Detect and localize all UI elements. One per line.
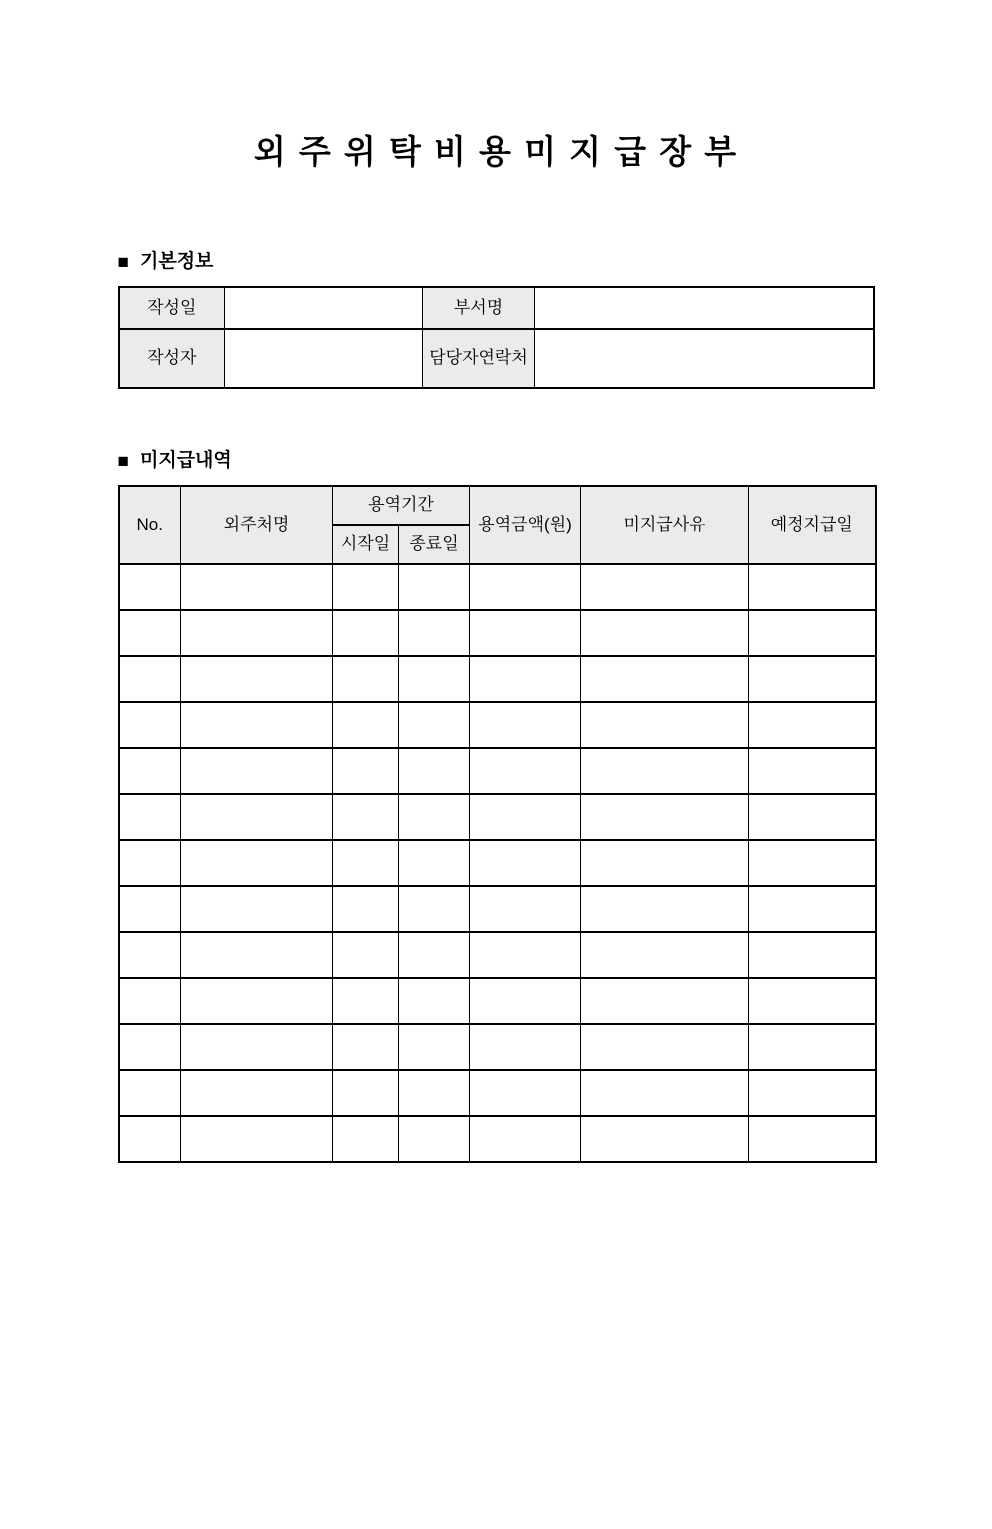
cell-no[interactable] xyxy=(119,886,181,932)
cell-start-date[interactable] xyxy=(333,1024,399,1070)
cell-amount[interactable] xyxy=(470,840,581,886)
cell-start-date[interactable] xyxy=(333,794,399,840)
section-heading-basic-info xyxy=(118,248,875,276)
cell-vendor[interactable] xyxy=(181,1070,333,1116)
cell-end-date[interactable] xyxy=(399,1070,470,1116)
author-label: 작성자 xyxy=(119,329,225,388)
cell-no[interactable] xyxy=(119,794,181,840)
cell-amount[interactable] xyxy=(470,978,581,1024)
cell-scheduled-pay-date[interactable] xyxy=(749,840,876,886)
cell-no[interactable] xyxy=(119,840,181,886)
cell-vendor[interactable] xyxy=(181,748,333,794)
department-label: 부서명 xyxy=(423,287,535,329)
cell-no[interactable] xyxy=(119,702,181,748)
cell-end-date[interactable] xyxy=(399,1116,470,1162)
column-header-no: No. xyxy=(119,486,181,564)
cell-vendor[interactable] xyxy=(181,1116,333,1162)
ledger-empty-row xyxy=(119,1070,876,1116)
cell-unpaid-reason[interactable] xyxy=(581,794,749,840)
author-value-cell[interactable] xyxy=(225,329,423,388)
cell-amount[interactable] xyxy=(470,1070,581,1116)
cell-amount[interactable] xyxy=(470,1116,581,1162)
cell-vendor[interactable] xyxy=(181,794,333,840)
cell-end-date[interactable] xyxy=(399,610,470,656)
cell-amount[interactable] xyxy=(470,932,581,978)
created-date-value-cell[interactable] xyxy=(225,287,423,329)
cell-end-date[interactable] xyxy=(399,932,470,978)
department-value-cell[interactable] xyxy=(535,287,874,329)
cell-no[interactable] xyxy=(119,610,181,656)
cell-scheduled-pay-date[interactable] xyxy=(749,564,876,610)
cell-unpaid-reason[interactable] xyxy=(581,886,749,932)
cell-no[interactable] xyxy=(119,978,181,1024)
cell-vendor[interactable] xyxy=(181,886,333,932)
basic-info-row xyxy=(119,287,874,329)
ledger-empty-row xyxy=(119,886,876,932)
cell-start-date[interactable] xyxy=(333,564,399,610)
cell-scheduled-pay-date[interactable] xyxy=(749,1024,876,1070)
cell-no[interactable] xyxy=(119,656,181,702)
cell-start-date[interactable] xyxy=(333,978,399,1024)
cell-end-date[interactable] xyxy=(399,702,470,748)
cell-no[interactable] xyxy=(119,1116,181,1162)
cell-end-date[interactable] xyxy=(399,1024,470,1070)
cell-unpaid-reason[interactable] xyxy=(581,978,749,1024)
created-date-label: 작성일 xyxy=(119,287,225,329)
cell-start-date[interactable] xyxy=(333,886,399,932)
cell-end-date[interactable] xyxy=(399,564,470,610)
column-header-unpaid-reason: 미지급사유 xyxy=(581,486,749,564)
square-bullet-icon: ■ xyxy=(117,450,129,472)
square-bullet-icon: ■ xyxy=(117,251,129,273)
ledger-empty-row xyxy=(119,932,876,978)
cell-vendor[interactable] xyxy=(181,702,333,748)
cell-vendor[interactable] xyxy=(181,1024,333,1070)
cell-end-date[interactable] xyxy=(399,748,470,794)
cell-end-date[interactable] xyxy=(399,840,470,886)
cell-unpaid-reason[interactable] xyxy=(581,932,749,978)
cell-start-date[interactable] xyxy=(333,1116,399,1162)
cell-vendor[interactable] xyxy=(181,564,333,610)
cell-unpaid-reason[interactable] xyxy=(581,1024,749,1070)
cell-amount[interactable] xyxy=(470,610,581,656)
cell-scheduled-pay-date[interactable] xyxy=(749,1116,876,1162)
cell-vendor[interactable] xyxy=(181,840,333,886)
cell-scheduled-pay-date[interactable] xyxy=(749,794,876,840)
cell-scheduled-pay-date[interactable] xyxy=(749,748,876,794)
cell-scheduled-pay-date[interactable] xyxy=(749,978,876,1024)
column-header-end-date: 종료일 xyxy=(399,525,470,564)
cell-start-date[interactable] xyxy=(333,656,399,702)
ledger-empty-row xyxy=(119,656,876,702)
cell-start-date[interactable] xyxy=(333,702,399,748)
cell-unpaid-reason[interactable] xyxy=(581,564,749,610)
ledger-empty-row xyxy=(119,564,876,610)
cell-vendor[interactable] xyxy=(181,610,333,656)
cell-vendor[interactable] xyxy=(181,932,333,978)
ledger-empty-row xyxy=(119,1024,876,1070)
ledger-empty-row xyxy=(119,748,876,794)
cell-no[interactable] xyxy=(119,932,181,978)
cell-end-date[interactable] xyxy=(399,794,470,840)
ledger-empty-row xyxy=(119,794,876,840)
column-header-amount: 용역금액(원) xyxy=(470,486,581,564)
page-title: 외 주 위 탁 비 용 미 지 급 장 부 xyxy=(253,133,739,170)
cell-amount[interactable] xyxy=(470,1024,581,1070)
ledger-body xyxy=(119,564,876,1162)
cell-unpaid-reason[interactable] xyxy=(581,702,749,748)
basic-info-table xyxy=(118,286,875,389)
contact-label: 담당자연락처 xyxy=(423,329,535,388)
document-body xyxy=(118,126,875,1163)
cell-start-date[interactable] xyxy=(333,840,399,886)
ledger-empty-row xyxy=(119,702,876,748)
cell-amount[interactable] xyxy=(470,656,581,702)
section-heading-unpaid-details xyxy=(118,447,875,475)
cell-unpaid-reason[interactable] xyxy=(581,840,749,886)
cell-end-date[interactable] xyxy=(399,978,470,1024)
cell-unpaid-reason[interactable] xyxy=(581,610,749,656)
cell-no[interactable] xyxy=(119,1024,181,1070)
column-header-scheduled-pay-date: 예정지급일 xyxy=(749,486,876,564)
cell-scheduled-pay-date[interactable] xyxy=(749,702,876,748)
cell-start-date[interactable] xyxy=(333,932,399,978)
cell-unpaid-reason[interactable] xyxy=(581,1070,749,1116)
cell-no[interactable] xyxy=(119,748,181,794)
basic-info-heading-label: 기본정보 xyxy=(139,251,214,272)
unpaid-details-heading-label: 미지급내역 xyxy=(139,450,232,471)
cell-start-date[interactable] xyxy=(333,610,399,656)
cell-vendor[interactable] xyxy=(181,656,333,702)
cell-unpaid-reason[interactable] xyxy=(581,656,749,702)
cell-end-date[interactable] xyxy=(399,886,470,932)
cell-scheduled-pay-date[interactable] xyxy=(749,1070,876,1116)
ledger-empty-row xyxy=(119,978,876,1024)
cell-amount[interactable] xyxy=(470,794,581,840)
cell-no[interactable] xyxy=(119,564,181,610)
cell-amount[interactable] xyxy=(470,702,581,748)
cell-scheduled-pay-date[interactable] xyxy=(749,886,876,932)
column-header-start-date: 시작일 xyxy=(333,525,399,564)
ledger-empty-row xyxy=(119,1116,876,1162)
cell-amount[interactable] xyxy=(470,886,581,932)
basic-info-row xyxy=(119,329,874,388)
cell-end-date[interactable] xyxy=(399,656,470,702)
column-header-vendor: 외주처명 xyxy=(181,486,333,564)
document-page xyxy=(0,126,992,1529)
cell-scheduled-pay-date[interactable] xyxy=(749,610,876,656)
cell-start-date[interactable] xyxy=(333,1070,399,1116)
column-header-service-period: 용역기간 xyxy=(333,486,470,525)
cell-amount[interactable] xyxy=(470,748,581,794)
contact-value-cell[interactable] xyxy=(535,329,874,388)
ledger-empty-row xyxy=(119,840,876,886)
cell-vendor[interactable] xyxy=(181,978,333,1024)
cell-amount[interactable] xyxy=(470,564,581,610)
cell-no[interactable] xyxy=(119,1070,181,1116)
ledger-empty-row xyxy=(119,610,876,656)
cell-scheduled-pay-date[interactable] xyxy=(749,932,876,978)
cell-start-date[interactable] xyxy=(333,748,399,794)
unpaid-ledger-table xyxy=(118,485,877,1163)
cell-unpaid-reason[interactable] xyxy=(581,1116,749,1162)
ledger-header xyxy=(119,486,876,564)
cell-unpaid-reason[interactable] xyxy=(581,748,749,794)
cell-scheduled-pay-date[interactable] xyxy=(749,656,876,702)
